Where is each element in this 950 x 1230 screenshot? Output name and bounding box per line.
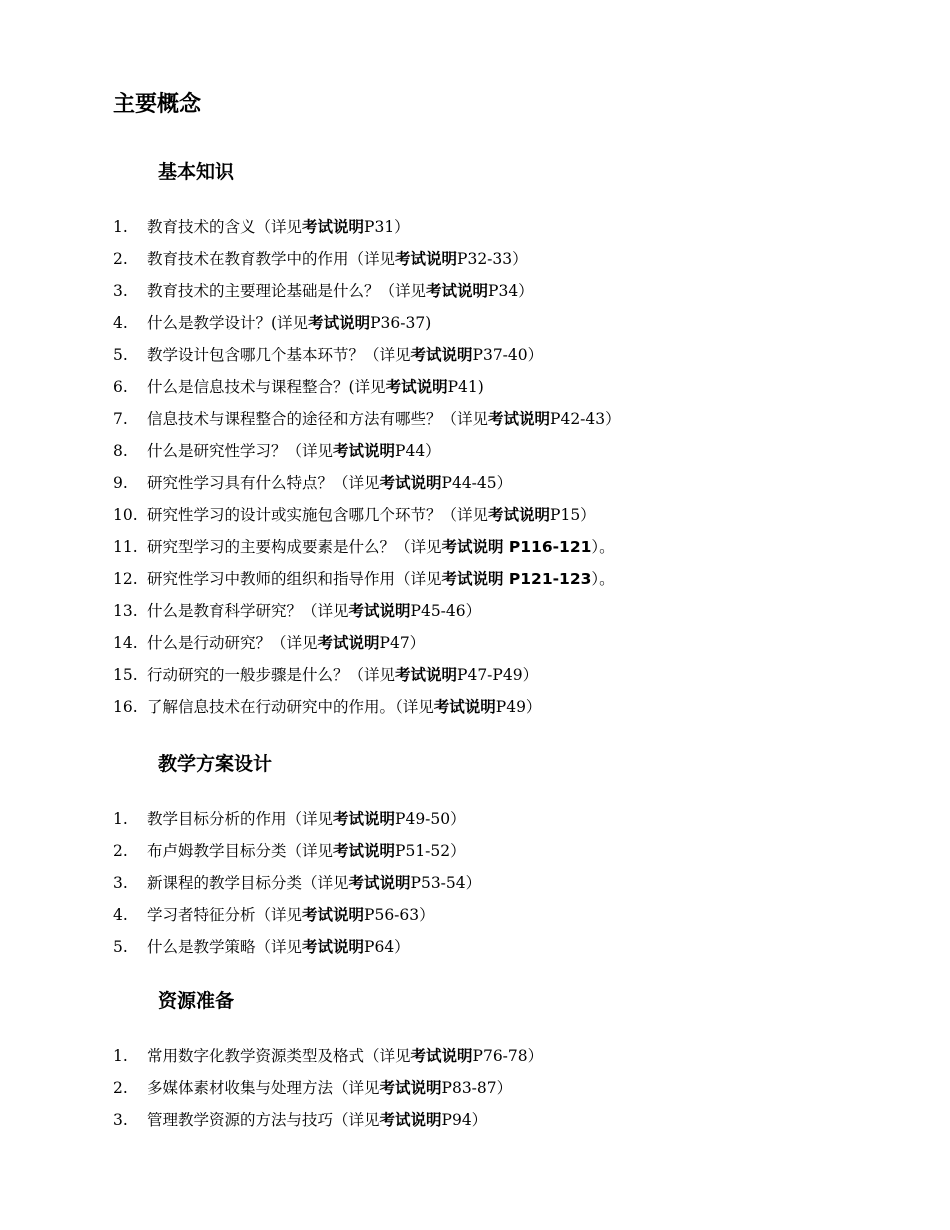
item-reference-bold: 考试说明 — [379, 1079, 442, 1097]
item-number: 3. — [113, 1111, 128, 1129]
item-reference-bold: 考试说明 — [488, 410, 551, 428]
item-number: 5. — [113, 346, 128, 364]
item-reference-bold: 考试说明 — [333, 442, 396, 460]
item-page-ref: ）。 — [591, 570, 615, 588]
item-page-ref: P44） — [395, 442, 441, 460]
item-number: 2. — [113, 1079, 128, 1097]
item-page-ref: P15） — [550, 506, 596, 524]
list-item — [113, 835, 481, 867]
item-number: 3. — [113, 874, 128, 892]
item-number: 2. — [113, 842, 128, 860]
list-item — [113, 659, 621, 691]
item-page-ref: P49-50） — [395, 810, 466, 828]
item-text: 什么是教育科学研究？（详见 — [147, 602, 349, 620]
item-reference-bold: 考试说明 — [302, 938, 365, 956]
item-page-ref: P56-63） — [364, 906, 435, 924]
item-text: 研究性学习具有什么特点？（详见 — [147, 474, 380, 492]
item-page-ref: P44-45） — [441, 474, 513, 492]
item-page-ref: ）。 — [591, 538, 615, 556]
item-number: 1. — [113, 218, 128, 236]
item-page-ref: P49） — [495, 698, 542, 716]
item-page-ref: P47-P49） — [457, 666, 539, 684]
list-item — [113, 467, 621, 499]
item-page-ref: P34） — [488, 282, 534, 300]
list-item — [113, 243, 621, 275]
item-page-ref: P36-37) — [370, 314, 432, 332]
item-reference-bold: 考试说明 — [333, 810, 396, 828]
item-number: 7. — [113, 410, 128, 428]
item-reference-bold: 考试说明 — [308, 314, 371, 332]
item-reference-bold: 考试说明 — [488, 506, 551, 524]
item-page-ref: P32-33） — [457, 250, 528, 268]
list-resource-prep — [113, 1040, 543, 1136]
item-text: 布卢姆教学目标分类（详见 — [147, 842, 334, 860]
item-text: 什么是信息技术与课程整合？(详见 — [147, 378, 386, 396]
item-text: 常用数字化教学资源类型及格式（详见 — [147, 1047, 411, 1065]
item-text: 什么是教学设计？(详见 — [147, 314, 309, 332]
item-reference-bold: 考试说明 P116-121 — [441, 538, 592, 556]
item-text: 学习者特征分析（详见 — [147, 906, 303, 924]
item-number: 12. — [113, 570, 138, 588]
item-page-ref: P42-43） — [550, 410, 621, 428]
item-number: 11. — [113, 538, 138, 556]
item-reference-bold: 考试说明 — [395, 250, 458, 268]
item-number: 6. — [113, 378, 128, 396]
item-number: 13. — [113, 602, 138, 620]
item-reference-bold: 考试说明 — [348, 874, 411, 892]
list-item — [113, 867, 481, 899]
item-reference-bold: 考试说明 — [426, 282, 489, 300]
section-heading-basic-knowledge: 基本知识 — [158, 161, 235, 183]
item-text: 多媒体素材收集与处理方法（详见 — [147, 1079, 380, 1097]
list-item — [113, 307, 621, 339]
list-item — [113, 691, 621, 723]
item-reference-bold: 考试说明 — [379, 1111, 442, 1129]
list-item — [113, 275, 621, 307]
list-item — [113, 499, 621, 531]
item-number: 4. — [113, 906, 128, 924]
list-item — [113, 211, 621, 243]
list-item — [113, 1040, 543, 1072]
list-item — [113, 563, 621, 595]
list-item — [113, 1104, 543, 1136]
item-text: 行动研究的一般步骤是什么？（详见 — [147, 666, 396, 684]
item-reference-bold: 考试说明 — [317, 634, 380, 652]
item-number: 10. — [113, 506, 138, 524]
list-basic-knowledge — [113, 211, 621, 723]
section-heading-resource-prep: 资源准备 — [158, 990, 235, 1012]
list-item — [113, 899, 481, 931]
item-reference-bold: 考试说明 P121-123 — [441, 570, 592, 588]
list-lesson-design — [113, 803, 481, 963]
item-text: 新课程的教学目标分类（详见 — [147, 874, 349, 892]
item-number: 4. — [113, 314, 128, 332]
item-page-ref: P41) — [447, 378, 484, 396]
item-reference-bold: 考试说明 — [348, 602, 411, 620]
item-text: 教育技术的含义（详见 — [147, 218, 303, 236]
item-number: 1. — [113, 810, 128, 828]
item-text: 信息技术与课程整合的途径和方法有哪些？（详见 — [147, 410, 489, 428]
item-reference-bold: 考试说明 — [302, 218, 365, 236]
item-number: 1. — [113, 1047, 128, 1065]
item-page-ref: P37-40） — [472, 346, 544, 364]
item-text: 教学目标分析的作用（详见 — [147, 810, 334, 828]
item-text: 什么是行动研究？（详见 — [147, 634, 318, 652]
item-text: 什么是教学策略（详见 — [147, 938, 303, 956]
item-reference-bold: 考试说明 — [433, 698, 496, 716]
item-page-ref: P64） — [364, 938, 410, 956]
page-title: 主要概念 — [113, 92, 202, 117]
item-page-ref: P53-54） — [410, 874, 482, 892]
item-number: 9. — [113, 474, 128, 492]
item-text: 研究性学习的设计或实施包含哪几个环节？（详见 — [147, 506, 489, 524]
item-text: 教育技术的主要理论基础是什么？（详见 — [147, 282, 427, 300]
item-text: 了解信息技术在行动研究中的作用。（详见 — [147, 698, 434, 716]
item-number: 5. — [113, 938, 128, 956]
item-text: 什么是研究性学习？（详见 — [147, 442, 334, 460]
list-item — [113, 1072, 543, 1104]
item-reference-bold: 考试说明 — [410, 1047, 473, 1065]
item-text: 管理教学资源的方法与技巧（详见 — [147, 1111, 380, 1129]
section-heading-lesson-design: 教学方案设计 — [158, 753, 273, 775]
list-item — [113, 931, 481, 963]
list-item — [113, 339, 621, 371]
list-item — [113, 435, 621, 467]
item-number: 3. — [113, 282, 128, 300]
item-reference-bold: 考试说明 — [385, 378, 448, 396]
item-page-ref: P45-46） — [410, 602, 482, 620]
item-text: 研究性学习中教师的组织和指导作用（详见 — [147, 570, 442, 588]
item-text: 教育技术在教育教学中的作用（详见 — [147, 250, 396, 268]
list-item — [113, 371, 621, 403]
item-number: 14. — [113, 634, 138, 652]
item-reference-bold: 考试说明 — [379, 474, 442, 492]
item-page-ref: P31） — [364, 218, 410, 236]
list-item — [113, 531, 621, 563]
item-reference-bold: 考试说明 — [333, 842, 396, 860]
item-page-ref: P47） — [379, 634, 426, 652]
item-number: 15. — [113, 666, 138, 684]
item-reference-bold: 考试说明 — [302, 906, 365, 924]
list-item — [113, 627, 621, 659]
item-number: 2. — [113, 250, 128, 268]
item-page-ref: P76-78） — [472, 1047, 544, 1065]
item-reference-bold: 考试说明 — [395, 666, 458, 684]
list-item — [113, 595, 621, 627]
list-item — [113, 403, 621, 435]
item-text: 教学设计包含哪几个基本环节？（详见 — [147, 346, 411, 364]
item-number: 8. — [113, 442, 128, 460]
item-text: 研究型学习的主要构成要素是什么？（详见 — [147, 538, 442, 556]
item-page-ref: P94） — [441, 1111, 488, 1129]
item-number: 16. — [113, 698, 138, 716]
list-item — [113, 803, 481, 835]
item-reference-bold: 考试说明 — [410, 346, 473, 364]
item-page-ref: P51-52） — [395, 842, 466, 860]
item-page-ref: P83-87） — [441, 1079, 513, 1097]
